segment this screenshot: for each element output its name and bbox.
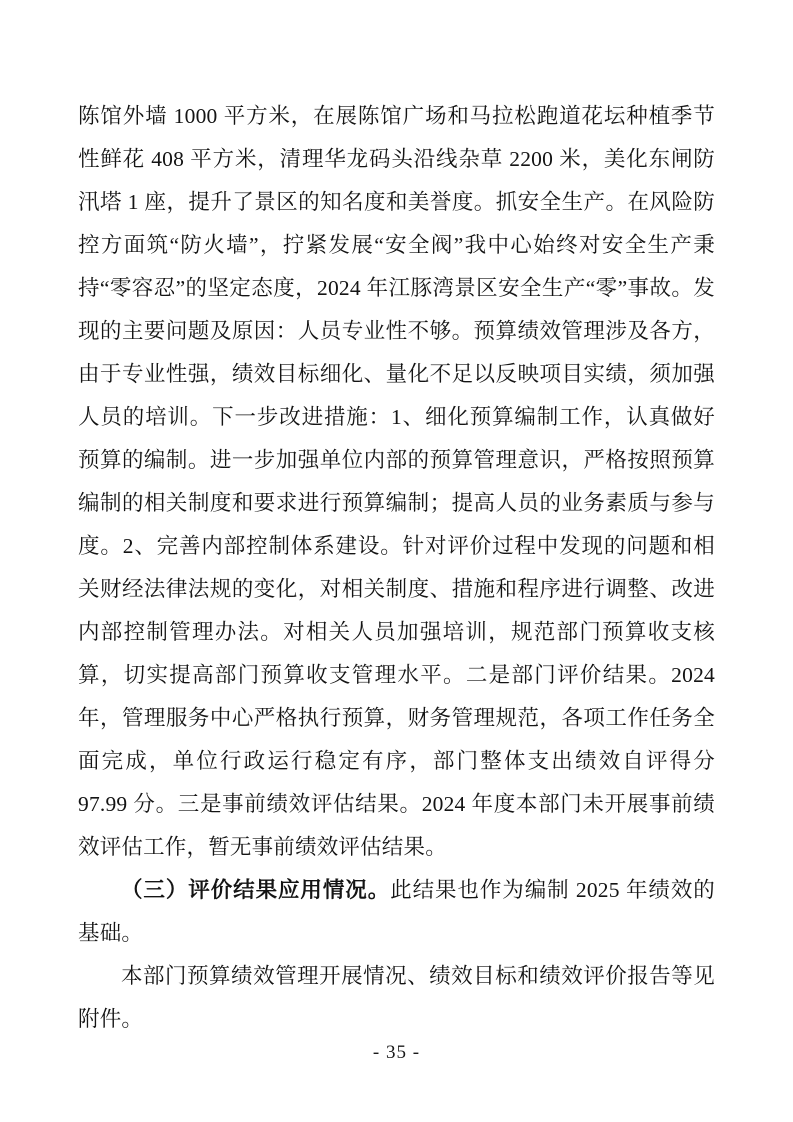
closing-paragraph: 本部门预算绩效管理开展情况、绩效目标和绩效评价报告等见附件。 [78, 964, 715, 1031]
section-three-text: 此结果也作为编制 2025 年绩效的基础。 [78, 878, 715, 945]
page-number: - 35 - [372, 1042, 421, 1063]
section-three-heading: （三）评价结果应用情况。 [121, 878, 391, 902]
document-body [78, 95, 715, 1041]
section-three-paragraph [78, 869, 715, 955]
body-paragraph: 陈馆外墙 1000 平方米，在展陈馆广场和马拉松跑道花坛种植季节性鲜花 408 平方米，清理华龙码头沿线杂草 2200 米，美化东闸防汛塔 1 座，提升了景区的知名度和美誉度。抓安全生产。在风险防控方面筑“防火墙”，拧紧发展“安全阀”我中心始终对安全生产秉持“零容忍”的坚定态度，2024 年江豚湾景区安全生产“零”事故。发现的主要问题及原因：人员专业性不够。预算绩效管理涉及各方，由于专业性强，绩效目标细化、量化不足以反映项目实绩，须加强人员的培训。下一步改进措施：1、细化预算编制工作，认真做好预算的编制。进一步加强单位内部的预算管理意识，严格按照预算编制的相关制度和要求进行预算编制；提高人员的业务素质与参与度。2、完善内部控制体系建设。针对评价过程中发现的问题和相关财经法律法规的变化，对相关制度、措施和程序进行调整、改进内部控制管理办法。对相关人员加强培训，规范部门预算收支核算，切实提高部门预算收支管理水平。二是部门评价结果。2024 年，管理服务中心严格执行预算，财务管理规范，各项工作任务全面完成，单位行政运行稳定有序，部门整体支出绩效自评得分 97.99 分。三是事前绩效评估结果。2024 年度本部门未开展事前绩效评估工作，暂无事前绩效评估结果。 [78, 104, 715, 859]
